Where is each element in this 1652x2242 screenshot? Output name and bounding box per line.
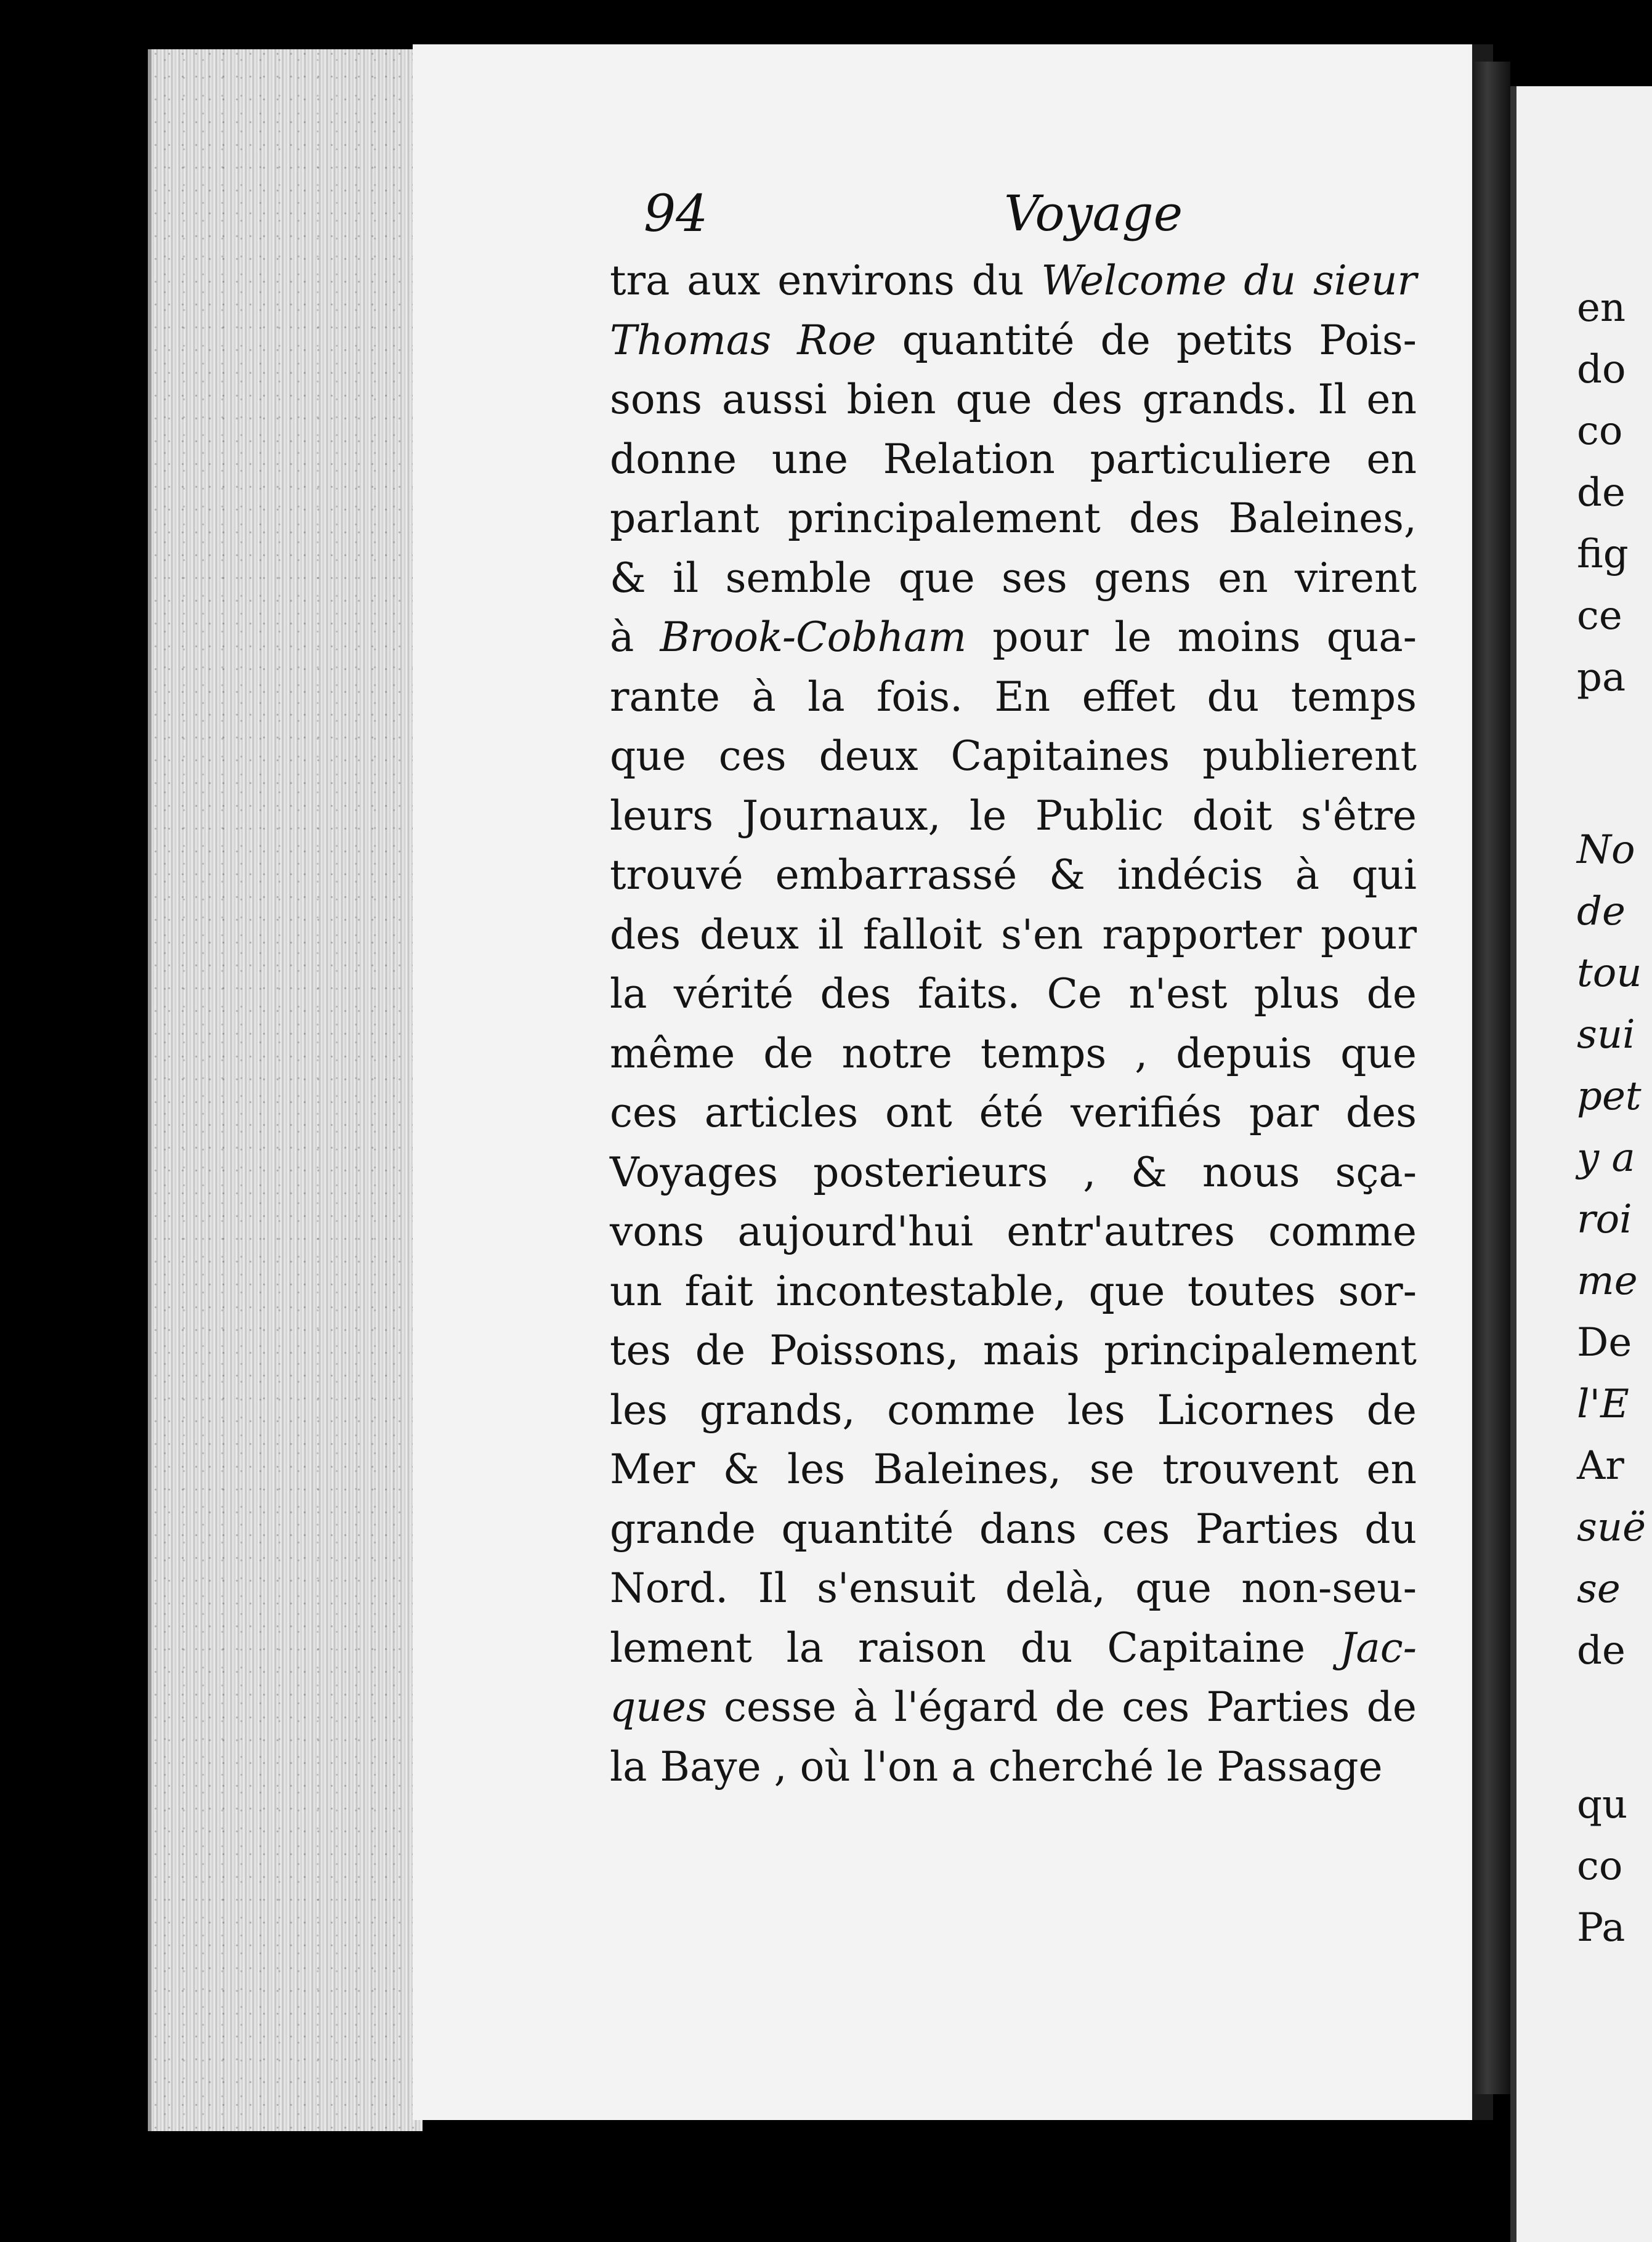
text-run: quantité de petits Pois- bbox=[876, 316, 1417, 364]
facing-fragment: de bbox=[1577, 1628, 1626, 1673]
text-line bbox=[610, 1381, 1417, 1441]
text-run: parlant principalement des Baleines, bbox=[610, 495, 1417, 542]
text-line bbox=[610, 311, 1417, 371]
text-run: à bbox=[610, 613, 660, 661]
text-line bbox=[610, 727, 1417, 787]
text-line bbox=[610, 1262, 1417, 1322]
text-run: grande quantité dans ces Parties du bbox=[610, 1505, 1417, 1553]
body-text bbox=[610, 251, 1417, 1797]
running-head bbox=[644, 185, 1183, 259]
facing-fragment: Pa bbox=[1577, 1905, 1626, 1951]
facing-fragment: se bbox=[1577, 1566, 1621, 1612]
text-run: & il semble que ses gens en virent bbox=[610, 554, 1417, 602]
text-line bbox=[610, 1559, 1417, 1619]
text-run: la Baye , où l'on a cherché le Passage bbox=[610, 1742, 1383, 1791]
text-run: ces articles ont été verifiés par des bbox=[610, 1089, 1417, 1136]
text-line bbox=[610, 1738, 1417, 1797]
facing-fragment: pet bbox=[1577, 1074, 1642, 1119]
running-title: Voyage bbox=[1004, 185, 1183, 242]
facing-fragment: me bbox=[1577, 1258, 1638, 1304]
text-line bbox=[610, 430, 1417, 490]
text-run: tra aux environs du bbox=[610, 257, 1042, 304]
text-run: Nord. Il s'ensuit delà, que non-seu- bbox=[610, 1564, 1417, 1612]
facing-fragment: l'E bbox=[1577, 1382, 1629, 1427]
text-line bbox=[610, 1202, 1417, 1262]
text-run: lement la raison du Capitaine bbox=[610, 1624, 1340, 1672]
facing-fragment: qu bbox=[1577, 1782, 1628, 1827]
book-gutter bbox=[1472, 62, 1510, 2094]
text-line bbox=[610, 1678, 1417, 1738]
facing-fragment: fig bbox=[1577, 532, 1629, 577]
text-run: que ces deux Capitaines publierent bbox=[610, 732, 1417, 780]
text-run: Voyages posterieurs , & nous sça- bbox=[610, 1148, 1417, 1196]
text-run: un fait incontestable, que toutes sor- bbox=[610, 1267, 1417, 1315]
facing-fragment: co bbox=[1577, 408, 1623, 454]
text-run: trouvé embarrassé & indécis à qui bbox=[610, 851, 1417, 899]
text-run: des deux il falloit s'en rapporter pour bbox=[610, 910, 1417, 958]
italic-text: Brook-Cobham bbox=[660, 613, 967, 661]
text-line bbox=[610, 608, 1417, 668]
text-line bbox=[610, 965, 1417, 1024]
page-edges-stack bbox=[148, 49, 423, 2131]
facing-fragment: pa bbox=[1577, 655, 1626, 700]
italic-text: Welcome du sieur bbox=[1041, 257, 1417, 304]
text-run: tes de Poissons, mais principalement bbox=[610, 1327, 1417, 1374]
text-line bbox=[610, 846, 1417, 905]
italic-text: Jac- bbox=[1339, 1624, 1417, 1672]
text-line bbox=[610, 905, 1417, 965]
facing-fragment: en bbox=[1577, 285, 1626, 331]
text-line bbox=[610, 1619, 1417, 1678]
text-run: cesse à l'égard de ces Parties de bbox=[707, 1683, 1417, 1731]
facing-fragment: y a bbox=[1577, 1135, 1635, 1181]
spacer bbox=[1577, 708, 1634, 819]
facing-fragment: do bbox=[1577, 347, 1626, 392]
text-run: leurs Journaux, le Public doit s'être bbox=[610, 791, 1417, 840]
facing-fragment: sui bbox=[1577, 1012, 1635, 1058]
text-run: même de notre temps , depuis que bbox=[610, 1029, 1417, 1077]
spacer bbox=[1577, 1682, 1634, 1774]
text-line bbox=[610, 1143, 1417, 1203]
text-line bbox=[610, 489, 1417, 549]
italic-text: Thomas Roe bbox=[610, 316, 877, 364]
text-run: Mer & les Baleines, se trouvent en bbox=[610, 1446, 1417, 1493]
text-run: les grands, comme les Licornes de bbox=[610, 1386, 1417, 1434]
text-line bbox=[610, 1083, 1417, 1143]
text-line bbox=[610, 370, 1417, 430]
text-line bbox=[610, 1321, 1417, 1381]
text-line bbox=[610, 251, 1417, 311]
facing-page-text-fragments bbox=[1577, 277, 1646, 1959]
text-run: pour le moins qua- bbox=[966, 613, 1417, 661]
facing-fragment: de bbox=[1577, 889, 1626, 934]
text-line bbox=[610, 787, 1417, 846]
text-run: rante à la fois. En effet du temps bbox=[610, 673, 1417, 721]
italic-text: ques bbox=[610, 1683, 707, 1731]
text-run: vons aujourd'hui entr'autres comme bbox=[610, 1208, 1417, 1255]
facing-fragment: ce bbox=[1577, 593, 1622, 639]
text-line bbox=[610, 1440, 1417, 1500]
facing-fragment: Ar bbox=[1577, 1443, 1624, 1489]
facing-fragment: roi bbox=[1577, 1197, 1632, 1242]
text-line bbox=[610, 668, 1417, 727]
facing-fragment: No bbox=[1577, 827, 1635, 873]
facing-fragment: co bbox=[1577, 1843, 1623, 1889]
text-line bbox=[610, 1500, 1417, 1560]
facing-fragment: De bbox=[1577, 1320, 1632, 1366]
page-number: 94 bbox=[644, 185, 708, 243]
facing-fragment: tou bbox=[1577, 950, 1642, 996]
facing-fragment: suë bbox=[1577, 1505, 1646, 1550]
text-run: la vérité des faits. Ce n'est plus de bbox=[610, 970, 1417, 1018]
text-line bbox=[610, 1024, 1417, 1084]
text-run: donne une Relation particuliere en bbox=[610, 435, 1417, 483]
text-run: sons aussi bien que des grands. Il en bbox=[610, 376, 1417, 423]
text-line bbox=[610, 549, 1417, 609]
facing-fragment: de bbox=[1577, 470, 1626, 516]
